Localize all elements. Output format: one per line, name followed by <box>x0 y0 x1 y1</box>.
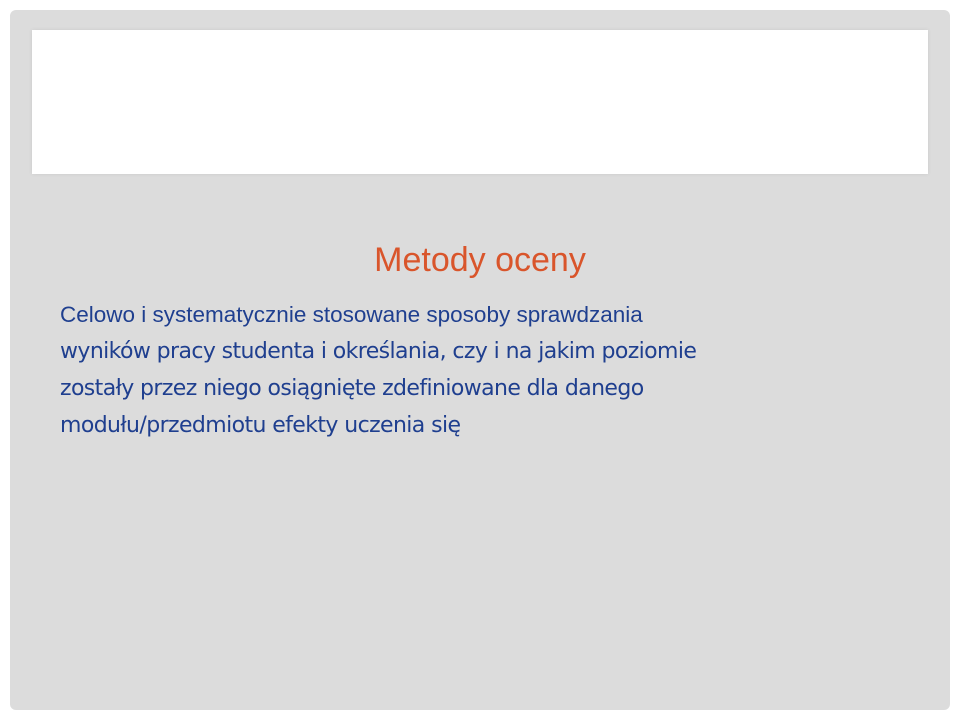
slide-body <box>60 296 890 444</box>
title-band <box>32 30 928 174</box>
slide <box>10 10 950 710</box>
slide-title: Metody oceny <box>374 241 586 279</box>
body-line-1: Celowo i systematycznie stosowane sposoby sprawdzania <box>60 302 643 327</box>
body-line-3: zostały przez niego osiągnięte zdefiniowane dla danego <box>60 376 644 401</box>
body-line-2: wyników pracy studenta i określania, czy i na jakim poziomie <box>60 339 697 364</box>
body-line-4: modułu/przedmiotu efekty uczenia się <box>60 413 461 438</box>
